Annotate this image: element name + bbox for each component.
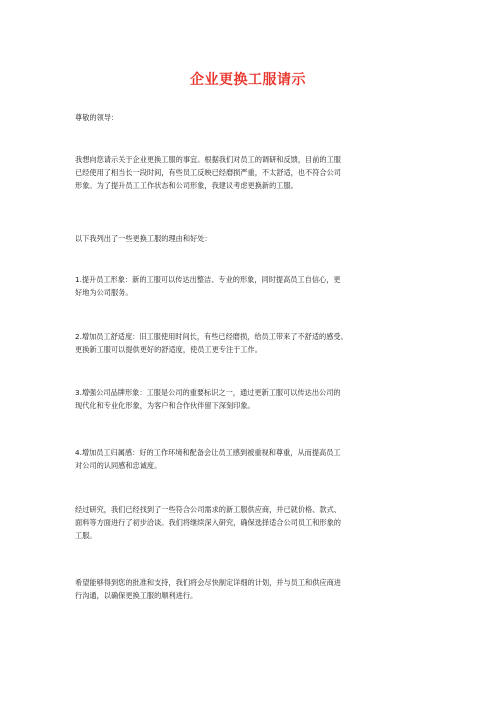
list-intro-text: 以下我列出了一些更换工服的理由和好处： xyxy=(75,234,212,243)
intro-line: 我想向您请示关于企业更换工服的事宜。根据我们对员工的调研和反馈，目前的工服 xyxy=(75,155,341,164)
reason-3-line: 3.增强公司品牌形象：工服是公司的重要标识之一，通过更新工服可以传达出公司的 xyxy=(75,388,341,397)
intro-line: 形象。为了提升员工工作状态和公司形象，我建议考虑更换新的工服。 xyxy=(75,181,298,190)
closing-line: 希望能够得到您的批准和支持，我们将会尽快制定详细的计划，并与员工和供应商进 xyxy=(75,578,341,587)
intro-paragraph xyxy=(75,153,435,192)
reason-4 xyxy=(75,446,435,472)
research-line: 经过研究，我们已经找到了一些符合公司需求的新工服供应商，并已就价格、款式、 xyxy=(75,505,341,514)
reason-1 xyxy=(75,273,435,299)
reason-2-line: 2.增加员工舒适度：旧工服使用时间长，有些已经磨损，给员工带来了不舒适的感受。 xyxy=(75,332,348,341)
reason-4-line: 对公司的认同感和忠诚度。 xyxy=(75,461,162,470)
reason-3-line: 现代化和专业化形象，为客户和合作伙伴留下深刻印象。 xyxy=(75,401,255,410)
list-intro xyxy=(75,232,435,245)
reason-3 xyxy=(75,386,435,412)
research-line: 面料等方面进行了初步洽谈。我们将继续深入研究，确保选择适合公司员工和形象的 xyxy=(75,518,341,527)
reason-1-line: 1.提升员工形象：新的工服可以传达出整洁、专业的形象，同时提高员工自信心，更 xyxy=(75,275,341,284)
reason-2-line: 更换新工服可以提供更好的舒适度，使员工更专注于工作。 xyxy=(75,345,262,354)
reason-4-line: 4.增加员工归属感：好的工作环境和配备会让员工感到被重视和尊重，从而提高员工 xyxy=(75,448,341,457)
intro-line: 已经使用了相当长一段时间，有些员工反映已经磨损严重，不太舒适，也不符合公司 xyxy=(75,168,341,177)
reason-1-line: 好地为公司服务。 xyxy=(75,288,133,297)
reason-2 xyxy=(75,330,435,356)
document-title: 企业更换工服请示 xyxy=(190,72,306,88)
research-line: 工服。 xyxy=(75,531,97,540)
closing-line: 行沟通，以确保更换工服的顺利进行。 xyxy=(75,591,198,600)
research-paragraph xyxy=(75,503,435,542)
salutation xyxy=(75,111,435,124)
closing-paragraph xyxy=(75,576,435,602)
salutation-text: 尊敬的领导： xyxy=(75,113,119,122)
